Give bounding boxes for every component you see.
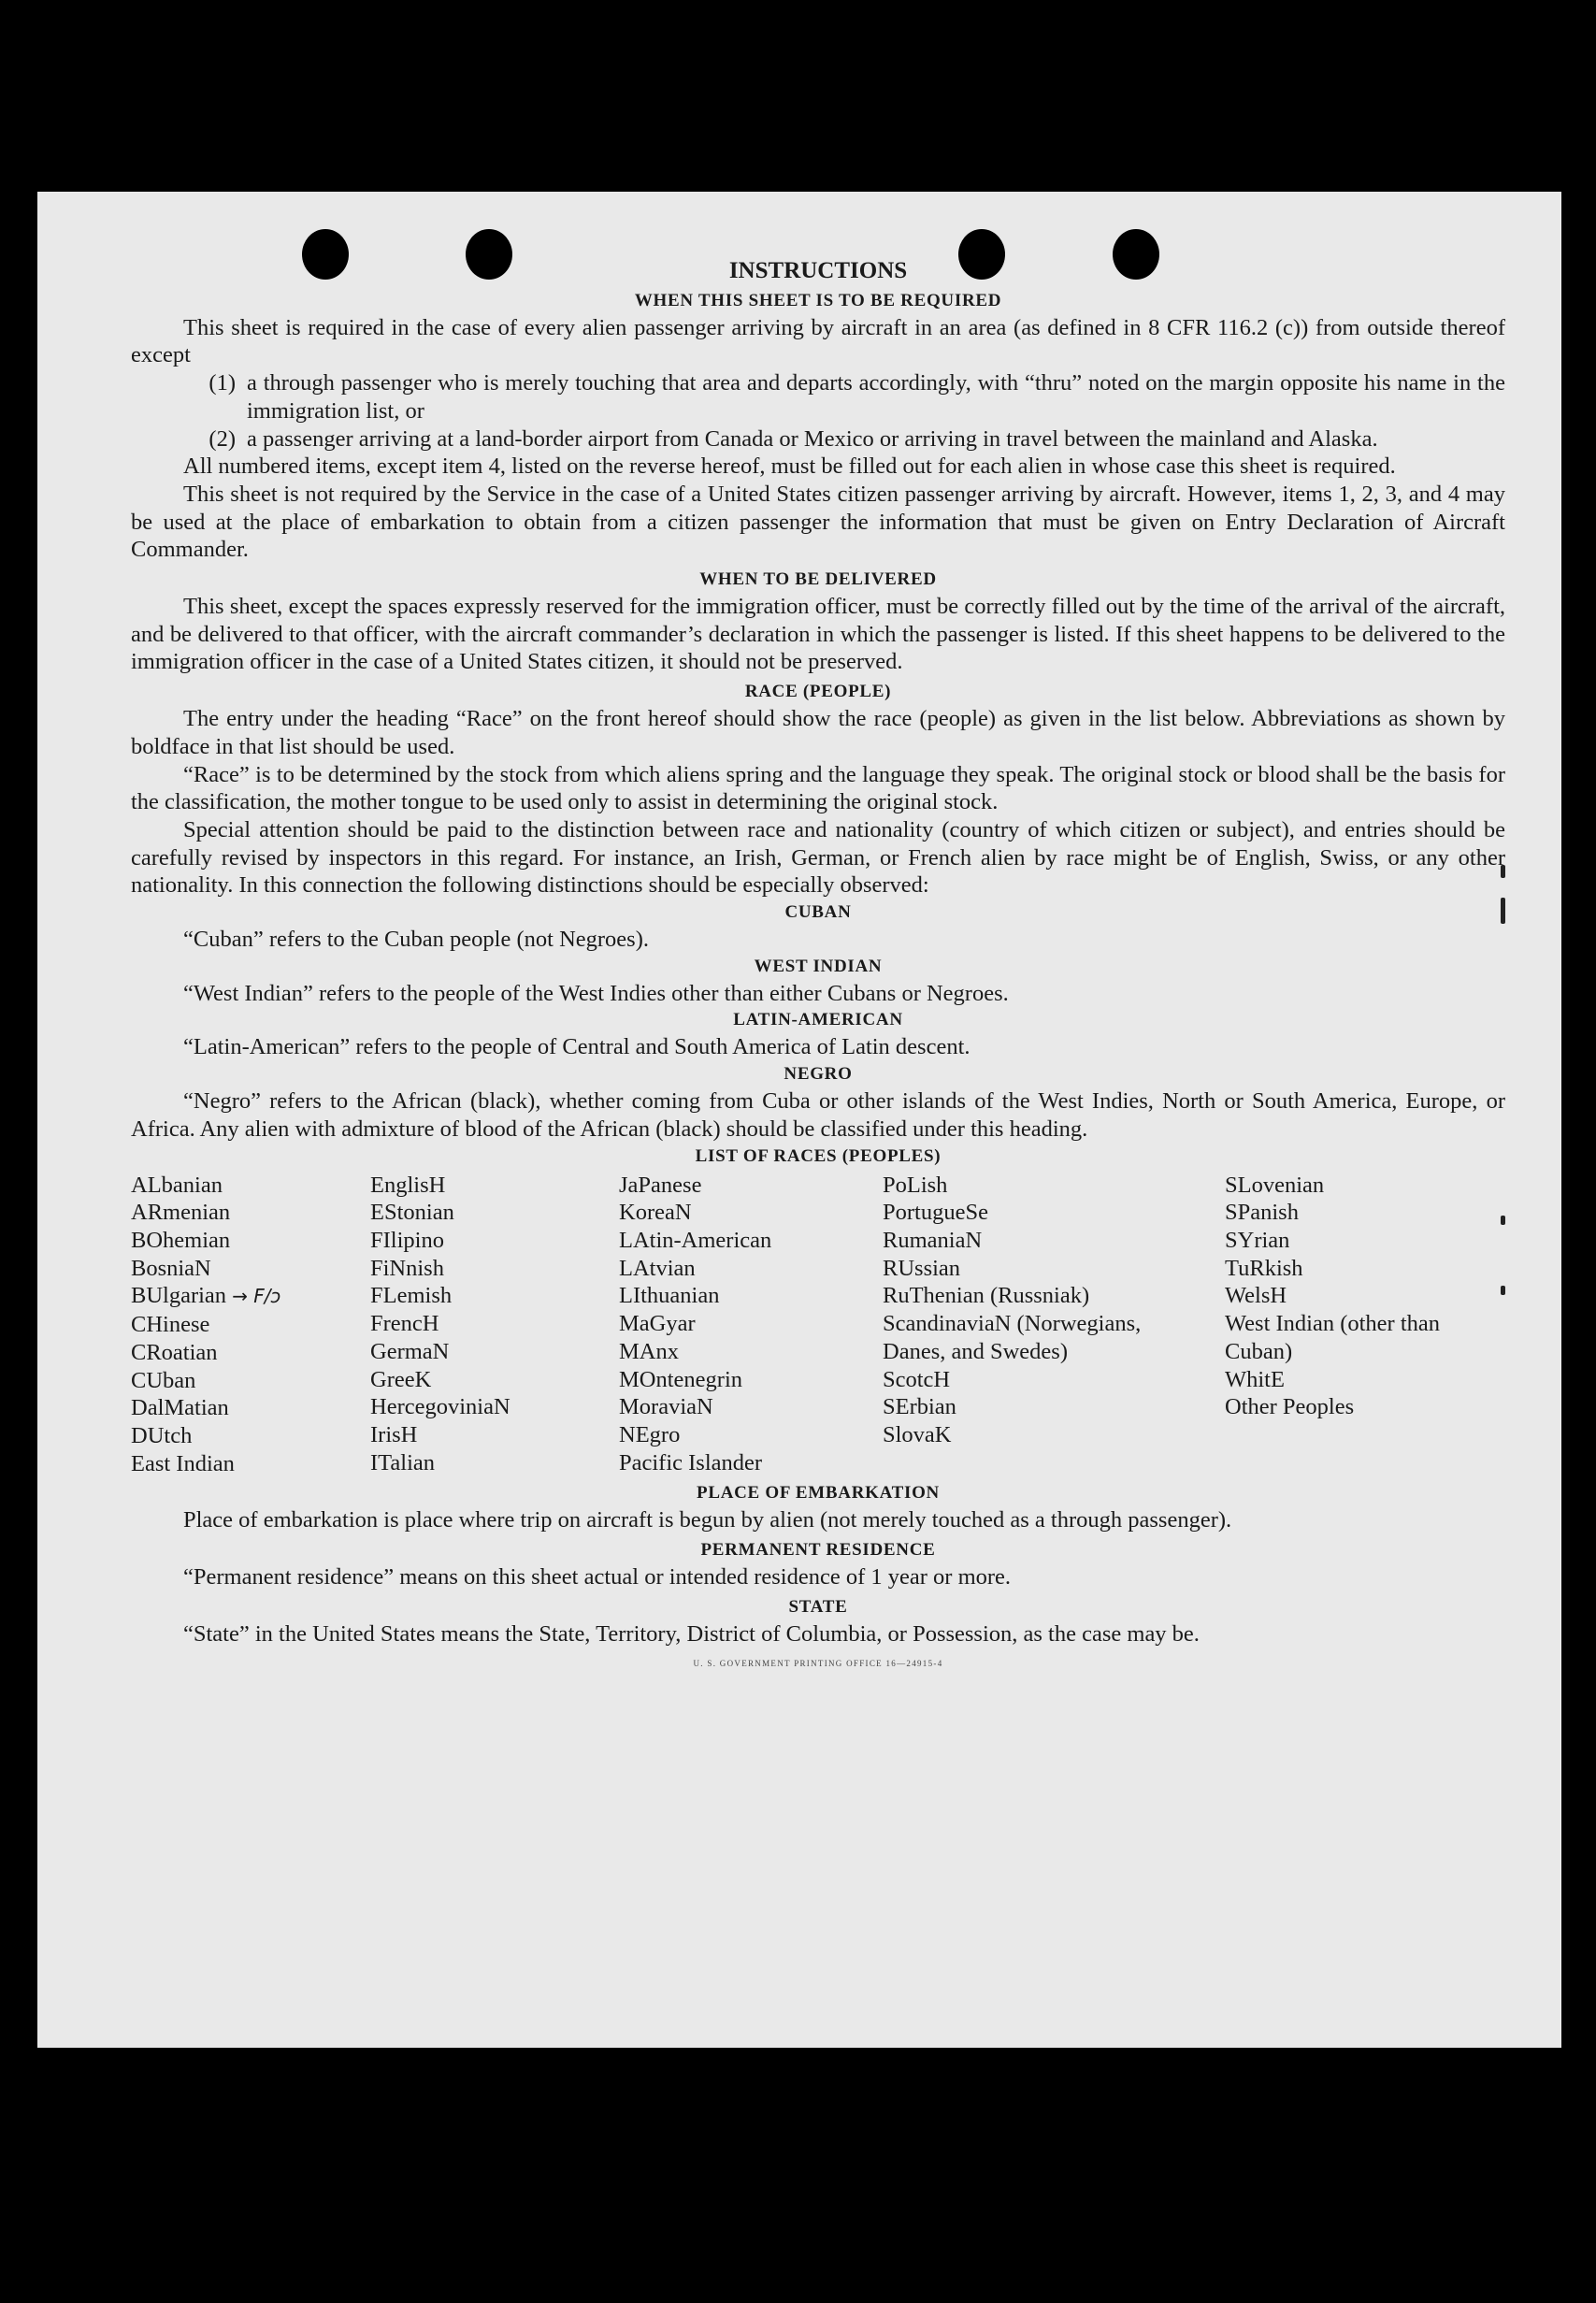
race-entry: MoraviaN xyxy=(619,1394,713,1420)
section-heading-when-required: WHEN THIS SHEET IS TO BE REQUIRED xyxy=(634,290,1002,310)
paragraph-negro: “Negro” refers to the African (black), whether coming from Cuba or other islands of the West Indies, North or South America, Europe, or Africa. Any alien with admixture of blood of the African (black) should be classified under this heading. xyxy=(131,1088,1505,1142)
race-entry: SErbian xyxy=(883,1394,956,1420)
race-entry: FrencH xyxy=(370,1311,439,1337)
instructions-content xyxy=(131,257,1505,1678)
race-entry: CHinese xyxy=(131,1312,210,1338)
race-entry: CUban xyxy=(131,1367,196,1393)
exception-number: (2) xyxy=(208,425,236,452)
section-heading-cuban: CUBAN xyxy=(784,902,852,923)
race-entry: ITalian xyxy=(370,1449,436,1475)
race-entry: FLemish xyxy=(370,1283,453,1309)
races-column xyxy=(131,1172,370,1478)
race-entry: LIthuanian xyxy=(619,1283,720,1309)
race-entry: RuThenian (Russniak) xyxy=(883,1283,1090,1309)
races-column xyxy=(619,1172,883,1478)
race-entry: KoreaN xyxy=(619,1200,692,1226)
races-column xyxy=(370,1172,619,1478)
race-entry: CRoatian xyxy=(131,1339,218,1365)
section-heading-embarkation: PLACE OF EMBARKATION xyxy=(697,1483,940,1504)
race-entry: GreeK xyxy=(370,1366,432,1392)
race-entry: Pacific Islander xyxy=(619,1449,763,1475)
exception-text: a passenger arriving at a land-border airport from Canada or Mexico or arriving in travel between the mainland and Alaska. xyxy=(247,425,1378,452)
race-entry: GermaN xyxy=(370,1338,450,1364)
paragraph-race-stock: “Race” is to be determined by the stock from which aliens spring and the language they speak. The original stock or blood shall be the basis for the classification, the mother tongue to be used only to assist in determining the original stock. xyxy=(131,761,1505,815)
race-entry: HercegovinіaN xyxy=(370,1394,510,1420)
section-heading-negro: NEGRO xyxy=(784,1064,853,1085)
race-entry: ScandinaviaN (Norwegians, Danes, and Swedes) xyxy=(883,1311,1142,1364)
section-heading-residence: PERMANENT RESIDENCE xyxy=(700,1540,936,1561)
race-entry: SPanish xyxy=(1225,1200,1299,1226)
race-entry: DUtch xyxy=(131,1422,193,1448)
race-entry: ScotcH xyxy=(883,1366,951,1392)
section-heading-races-list: LIST OF RACES (PEOPLES) xyxy=(695,1145,942,1166)
race-entry: MAnx xyxy=(619,1338,679,1364)
race-entry: EStonian xyxy=(370,1200,454,1226)
paragraph-numbered-items: All numbered items, except item 4, listed on the reverse hereof, must be filled out for each alien in whose case this sheet is required. xyxy=(183,453,1396,480)
section-heading-latin-american: LATIN-AMERICAN xyxy=(733,1010,903,1030)
paragraph-intro: This sheet is required in the case of every alien passenger arriving by aircraft in an area (as defined in 8 CFR 116.2 (c)) from outside thereof except xyxy=(131,314,1505,368)
race-entry: West Indian (other than Cuban) xyxy=(1225,1311,1441,1364)
paragraph-race-nationality: Special attention should be paid to the distinction between race and nationality (country of which citizen or subject), and entries should be carefully revised by inspectors in this regard. For instance, an Irish, German, or French alien by race might be of English, Swiss, or any other nationality. In this connection the following distinctions should be especially observed: xyxy=(131,816,1505,899)
race-entry: NEgro xyxy=(619,1421,681,1447)
paragraph-cuban: “Cuban” refers to the Cuban people (not Negroes). xyxy=(183,927,649,953)
race-entry: PortugueSe xyxy=(883,1200,988,1226)
race-entry: FiNnish xyxy=(370,1255,444,1281)
page-title: INSTRUCTIONS xyxy=(728,258,908,283)
race-entry-with-note xyxy=(131,1282,370,1311)
paragraph-state: “State” in the United States means the State, Territory, District of Columbia, or Possession, as the case may be. xyxy=(183,1620,1200,1647)
race-entry: SLovenian xyxy=(1225,1172,1325,1198)
paragraph-residence: “Permanent residence” means on this sheet actual or intended residence of 1 year or more. xyxy=(183,1564,1012,1591)
paragraph-citizen: This sheet is not required by the Service in the case of a United States citizen passenger arriving by aircraft. However, items 1, 2, 3, and 4 may be used at the place of embarkation to obtain from a citizen passenger the information that must be given on Entry Declaration of Aircraft Commander. xyxy=(131,481,1505,563)
race-entry: BosniaN xyxy=(131,1255,211,1281)
race-entry: DalMatian xyxy=(131,1395,229,1421)
race-entry: JaPanese xyxy=(619,1172,702,1198)
race-entry: BOhemian xyxy=(131,1227,231,1253)
section-heading-west-indian: WEST INDIAN xyxy=(754,956,883,976)
paragraph-embarkation: Place of embarkation is place where trip on aircraft is begun by alien (not merely touched as a through passenger). xyxy=(183,1507,1232,1533)
race-entry: BUlgarian xyxy=(131,1283,227,1309)
race-entry: East Indian xyxy=(131,1450,235,1476)
paragraph-race-entry: The entry under the heading “Race” on the front hereof should show the race (people) as given in the list below. Abbreviations as shown by boldface in that list should be used. xyxy=(131,706,1505,759)
paragraph-delivery: This sheet, except the spaces expressly reserved for the immigration officer, must be correctly filled out by the time of the arrival of the aircraft, and be delivered to that officer, with the aircraft commander’s declaration in which the passenger is listed. If this sheet happens to be delivered to the immigration officer in the case of a United States citizen, it should not be preserved. xyxy=(131,594,1505,675)
handwritten-note: → F/ↄ xyxy=(232,1285,281,1308)
race-entry: ALbanian xyxy=(131,1172,223,1198)
race-entry: WhitE xyxy=(1225,1366,1285,1392)
printer-imprint: U. S. GOVERNMENT PRINTING OFFICE 16—24915-4 xyxy=(693,1659,943,1669)
paragraph-latin-american: “Latin-American” refers to the people of Central and South America of Latin descent. xyxy=(183,1034,971,1060)
race-entry: TuRkish xyxy=(1225,1255,1303,1281)
section-heading-when-delivered: WHEN TO BE DELIVERED xyxy=(699,569,937,590)
races-column xyxy=(883,1172,1225,1478)
race-entry: LAtin-American xyxy=(619,1227,772,1253)
races-column xyxy=(1225,1172,1505,1478)
race-entry: SlovaK xyxy=(883,1421,952,1447)
race-entry: SYrian xyxy=(1225,1227,1290,1253)
race-entry: PoLish xyxy=(883,1172,948,1198)
exception-text: a through passenger who is merely touching that area and departs accordingly, with “thru” noted on the margin opposite his name in the immigration list, or xyxy=(247,370,1505,424)
race-entry: EnglisH xyxy=(370,1172,446,1198)
race-entry: MaGyar xyxy=(619,1311,696,1337)
document-sheet xyxy=(37,192,1561,2048)
paragraph-west-indian: “West Indian” refers to the people of the West Indies other than either Cubans or Negroes. xyxy=(183,980,1009,1006)
race-entry: MOntenegrin xyxy=(619,1366,742,1392)
section-heading-state: STATE xyxy=(788,1596,848,1617)
race-entry: FIlipino xyxy=(370,1227,444,1253)
race-entry: Other Peoples xyxy=(1225,1394,1355,1420)
race-entry: WelsH xyxy=(1225,1283,1287,1309)
race-entry: RumaniaN xyxy=(883,1227,983,1253)
races-list xyxy=(131,1172,1505,1478)
race-entry: IrisH xyxy=(370,1421,418,1447)
exception-item xyxy=(131,425,1505,453)
race-entry: LAtvian xyxy=(619,1255,696,1281)
exception-number: (1) xyxy=(208,370,236,396)
race-entry: RUssian xyxy=(883,1255,961,1281)
section-heading-race: RACE (PEOPLE) xyxy=(744,682,892,702)
exception-item xyxy=(131,369,1505,425)
race-entry: ARmenian xyxy=(131,1200,231,1226)
